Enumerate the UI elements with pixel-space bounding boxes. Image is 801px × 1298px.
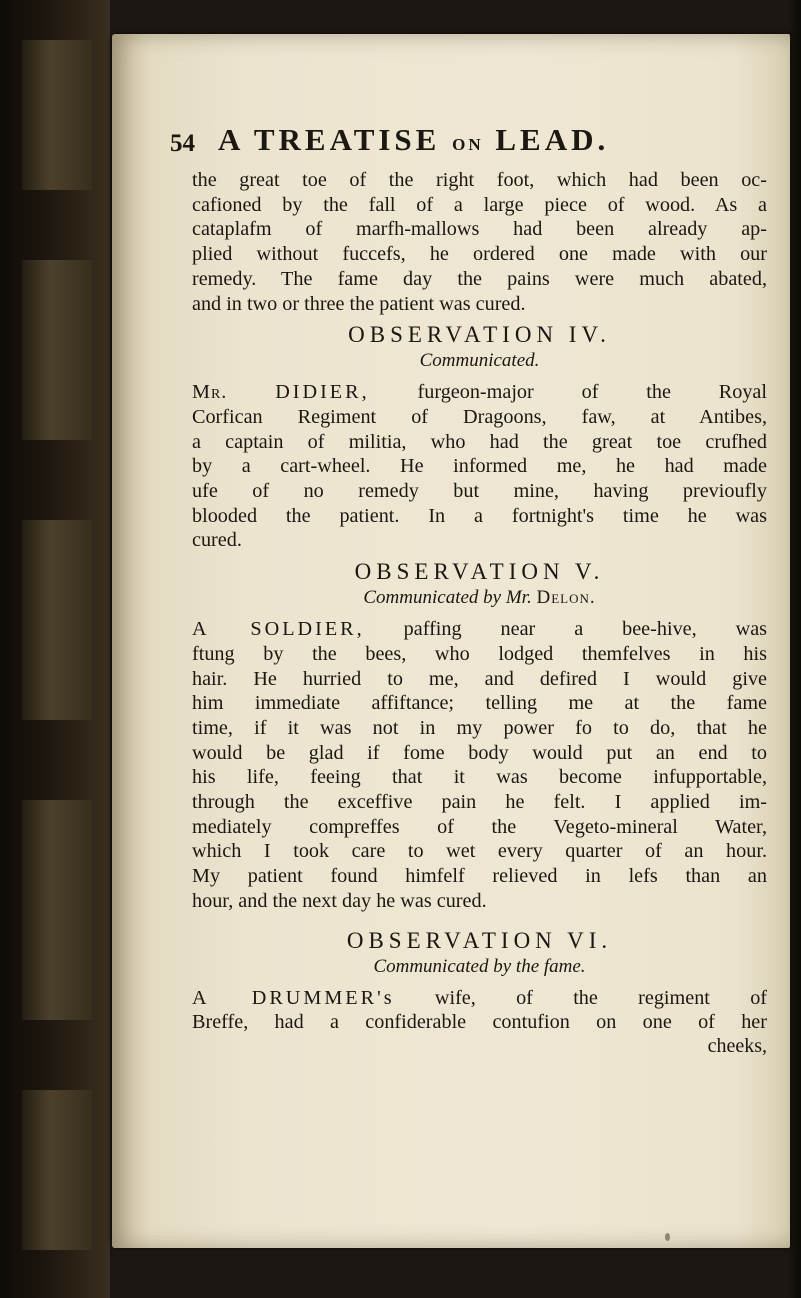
running-title-on: ON [452, 135, 484, 154]
text-line: Corfican Regiment of Dragoons, faw, at Antibes, [192, 405, 767, 428]
page-number: 54 [170, 130, 195, 157]
text-line: remedy. The fame day the pains were much abated, [192, 267, 767, 290]
observation-paragraph [192, 986, 767, 1035]
text-line: him immediate affiftance; telling me at the fame [192, 692, 767, 715]
running-title [218, 122, 738, 158]
text-line: cafioned by the fall of a large piece of wood. As a [192, 193, 767, 216]
paragraph-continuation [192, 168, 767, 316]
binding-band [22, 800, 92, 1020]
observation-heading: OBSERVATION IV. [348, 322, 611, 348]
binding-band [22, 260, 92, 440]
lead-word: A SOLDIER, [192, 618, 365, 641]
text-line [192, 986, 767, 1011]
binding-band [22, 1090, 92, 1250]
text-fragment: furgeon-major of the Royal [417, 381, 768, 404]
running-title-part1: A TREATISE [218, 122, 441, 157]
text-line: ufe of no remedy but mine, having previoufly [192, 480, 767, 503]
observation-subheading: Communicated. [419, 350, 540, 372]
observation-subheading [192, 587, 767, 609]
text-fragment: wife, of the regiment of [434, 986, 768, 1009]
lead-title: Mr. [192, 381, 228, 404]
text-line: mediately compreffes of the Vegeto-mineral Water, [192, 815, 767, 838]
subheading-name: Delon. [536, 587, 596, 609]
text-line: plied without fuccefs, he ordered one made with our [192, 243, 767, 266]
text-line: a captain of militia, who had the great toe crufhed [192, 430, 767, 453]
running-title-part2: LEAD. [495, 122, 610, 157]
observation-subheading: Communicated by the fame. [373, 955, 586, 977]
observation-heading: OBSERVATION VI. [346, 927, 613, 953]
text-line: cured. [192, 529, 242, 552]
lead-word: A DRUMMER's [192, 986, 395, 1009]
text-line: Breffe, had a confiderable contufion on one of her [192, 1011, 767, 1034]
text-line: hour, and the next day he was cured. [192, 889, 487, 912]
text-line: cataplafm of marfh-mallows had been already ap- [192, 218, 767, 241]
text-line: would be glad if fome body would put an end to [192, 741, 767, 764]
text-fragment: paffing near a bee-hive, was [403, 618, 768, 641]
text-line: through the exceffive pain he felt. I applied im- [192, 791, 767, 814]
text-line: My patient found himfelf relieved in lefs than an [192, 865, 767, 888]
text-line [192, 617, 767, 642]
text-line [192, 380, 767, 405]
page-header [170, 122, 767, 162]
page-text [170, 122, 768, 1058]
text-line: which I took care to wet every quarter of an hour. [192, 840, 767, 863]
text-line: and in two or three the patient was cured. [192, 292, 526, 315]
text-line: time, if it was not in my power fo to do, that he [192, 716, 767, 739]
text-line: hair. He hurried to me, and defired I would give [192, 667, 767, 690]
book-page [112, 34, 790, 1248]
binding-band [22, 520, 92, 720]
text-line: by a cart-wheel. He informed me, he had made [192, 455, 767, 478]
lead-name: DIDIER, [275, 381, 370, 404]
catchword: cheeks, [707, 1034, 767, 1057]
observation-heading: OBSERVATION V. [354, 559, 605, 585]
binding-band [22, 40, 92, 190]
text-line: blooded the patient. In a fortnight's time he was [192, 504, 767, 527]
book-binding [0, 0, 110, 1298]
ink-smudge [665, 1233, 670, 1241]
subheading-text: Communicated by Mr. [363, 587, 532, 609]
observation-paragraph [192, 617, 767, 913]
text-line: the great toe of the right foot, which had been oc- [192, 169, 767, 191]
text-line: ftung by the bees, who lodged themfelves in his [192, 642, 767, 665]
observation-paragraph [192, 380, 767, 553]
text-line: his life, feeing that it was become infupportable, [192, 766, 767, 789]
